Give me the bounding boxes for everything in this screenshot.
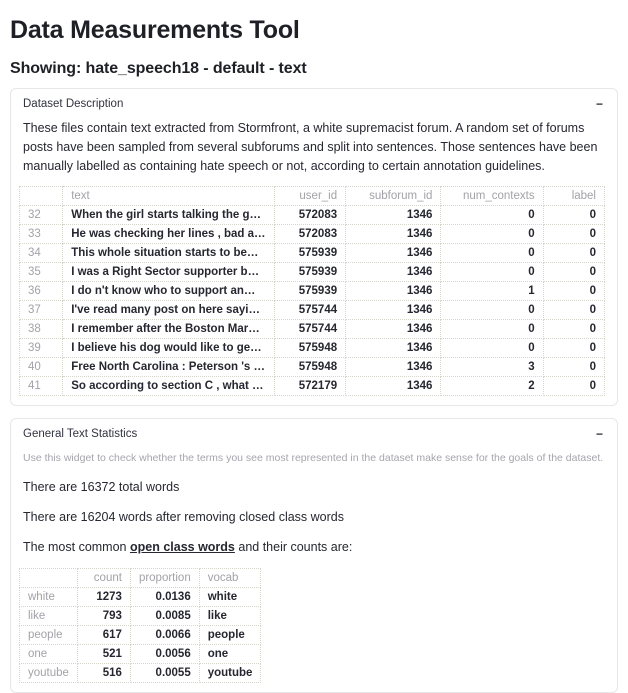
common-words-table [19, 568, 261, 683]
col-header-vocab: vocab [199, 569, 261, 588]
cell-label: 0 [543, 320, 604, 339]
col-header-user-id: user_id [274, 187, 346, 206]
table-row [20, 377, 605, 396]
cell-user-id: 575939 [274, 282, 346, 301]
row-index: 36 [20, 282, 63, 301]
cell-num-contexts: 0 [441, 244, 543, 263]
cell-num-contexts: 0 [441, 320, 543, 339]
cell-label: 0 [543, 339, 604, 358]
cell-subforum-id: 1346 [346, 244, 441, 263]
cell-user-id: 575744 [274, 320, 346, 339]
table-row [20, 301, 605, 320]
row-index: 37 [20, 301, 63, 320]
row-index: 34 [20, 244, 63, 263]
cell-num-contexts: 0 [441, 225, 543, 244]
cell-label: 0 [543, 377, 604, 396]
cell-vocab: like [199, 607, 261, 626]
cell-proportion: 0.0056 [130, 645, 199, 664]
row-index: 33 [20, 225, 63, 244]
cell-label: 0 [543, 206, 604, 225]
cell-subforum-id: 1346 [346, 263, 441, 282]
row-index: people [20, 626, 78, 645]
open-class-words-term[interactable]: open class words [129, 540, 235, 554]
page-subtitle: Showing: hate_speech18 - default - text [10, 60, 307, 77]
table-row [20, 225, 605, 244]
row-index: 39 [20, 339, 63, 358]
cell-user-id: 575939 [274, 263, 346, 282]
cell-text: I do n't know who to support an… [63, 282, 274, 301]
common-words-prefix: The most common [23, 540, 130, 554]
table-row [20, 320, 605, 339]
cell-subforum-id: 1346 [346, 339, 441, 358]
row-index: 35 [20, 263, 63, 282]
cell-label: 0 [543, 244, 604, 263]
table-row [20, 282, 605, 301]
col-header-index [20, 569, 78, 588]
table-row [20, 339, 605, 358]
table-header-row [20, 187, 605, 206]
expander-title: Dataset Description [23, 98, 124, 110]
cell-user-id: 572083 [274, 225, 346, 244]
row-index: 32 [20, 206, 63, 225]
general-text-statistics-panel [10, 418, 618, 693]
widget-caption: Use this widget to check whether the terms you see most represented in the dataset make sense for the goals of the dataset. [23, 452, 604, 464]
row-index: 40 [20, 358, 63, 377]
cell-text: This whole situation starts to be… [63, 244, 274, 263]
col-header-index [20, 187, 63, 206]
cell-proportion: 0.0136 [130, 588, 199, 607]
col-header-proportion: proportion [130, 569, 199, 588]
row-index: youtube [20, 664, 78, 683]
cell-proportion: 0.0055 [130, 664, 199, 683]
cell-text: I believe his dog would like to ge… [63, 339, 274, 358]
page-title: Data Measurements Tool [10, 16, 300, 44]
row-index: like [20, 607, 78, 626]
collapse-minus-icon[interactable]: − [595, 97, 603, 111]
cell-user-id: 575948 [274, 358, 346, 377]
dataset-description-text: These files contain text extracted from Stormfront, a white supremacist forum. A random set of forums posts have been sampled from several subforums and split into sentences. Those sentences have been manually labelled as containing hate speech or not, according to certain annotation guidelines. [23, 121, 598, 173]
col-header-text: text [63, 187, 274, 206]
cell-text: When the girl starts talking the g… [63, 206, 274, 225]
cell-user-id: 575948 [274, 339, 346, 358]
cell-count: 521 [77, 645, 130, 664]
cell-count: 617 [77, 626, 130, 645]
cell-label: 0 [543, 263, 604, 282]
cell-proportion: 0.0066 [130, 626, 199, 645]
cell-count: 793 [77, 607, 130, 626]
cell-text: I remember after the Boston Mar… [63, 320, 274, 339]
row-index: white [20, 588, 78, 607]
table-row [20, 358, 605, 377]
cell-num-contexts: 0 [441, 206, 543, 225]
cell-text: So according to section C , what … [63, 377, 274, 396]
cell-user-id: 575939 [274, 244, 346, 263]
table-row [20, 263, 605, 282]
cell-subforum-id: 1346 [346, 225, 441, 244]
cell-subforum-id: 1346 [346, 206, 441, 225]
dataset-description-panel [10, 88, 618, 406]
table-header-row [20, 569, 261, 588]
common-words-statement [23, 540, 605, 555]
expander-header-dataset-description[interactable] [23, 98, 605, 110]
cell-text: I was a Right Sector supporter b… [63, 263, 274, 282]
cell-vocab: white [199, 588, 261, 607]
row-index: 38 [20, 320, 63, 339]
cell-label: 0 [543, 225, 604, 244]
cell-num-contexts: 1 [441, 282, 543, 301]
table-row [20, 645, 261, 664]
cell-text: I've read many post on here sayi… [63, 301, 274, 320]
cell-num-contexts: 3 [441, 358, 543, 377]
collapse-minus-icon[interactable]: − [595, 427, 603, 441]
cell-count: 1273 [77, 588, 130, 607]
cell-text: He was checking her lines , bad a… [63, 225, 274, 244]
col-header-label: label [543, 187, 604, 206]
cell-subforum-id: 1346 [346, 301, 441, 320]
open-words-statement: There are 16204 words after removing closed class words [23, 510, 344, 524]
table-row [20, 626, 261, 645]
cell-subforum-id: 1346 [346, 320, 441, 339]
col-header-subforum-id: subforum_id [346, 187, 441, 206]
total-words-statement: There are 16372 total words [23, 480, 180, 494]
cell-user-id: 575744 [274, 301, 346, 320]
cell-label: 0 [543, 358, 604, 377]
expander-title: General Text Statistics [23, 428, 138, 440]
cell-label: 0 [543, 282, 604, 301]
cell-vocab: youtube [199, 664, 261, 683]
row-index: one [20, 645, 78, 664]
expander-header-general-text-statistics[interactable] [23, 428, 605, 440]
cell-subforum-id: 1346 [346, 358, 441, 377]
cell-vocab: people [199, 626, 261, 645]
cell-num-contexts: 0 [441, 339, 543, 358]
cell-subforum-id: 1346 [346, 282, 441, 301]
dataset-preview-table [19, 186, 605, 396]
app-root [0, 15, 628, 693]
table-row [20, 206, 605, 225]
cell-num-contexts: 2 [441, 377, 543, 396]
cell-text: Free North Carolina : Peterson 's … [63, 358, 274, 377]
cell-proportion: 0.0085 [130, 607, 199, 626]
cell-count: 516 [77, 664, 130, 683]
table-row [20, 664, 261, 683]
common-words-suffix: and their counts are: [234, 540, 353, 554]
cell-vocab: one [199, 645, 261, 664]
col-header-num-contexts: num_contexts [441, 187, 543, 206]
row-index: 41 [20, 377, 63, 396]
table-row [20, 244, 605, 263]
cell-label: 0 [543, 301, 604, 320]
cell-user-id: 572179 [274, 377, 346, 396]
table-row [20, 607, 261, 626]
cell-num-contexts: 0 [441, 263, 543, 282]
table-row [20, 588, 261, 607]
cell-num-contexts: 0 [441, 301, 543, 320]
cell-user-id: 572083 [274, 206, 346, 225]
cell-subforum-id: 1346 [346, 377, 441, 396]
col-header-count: count [77, 569, 130, 588]
